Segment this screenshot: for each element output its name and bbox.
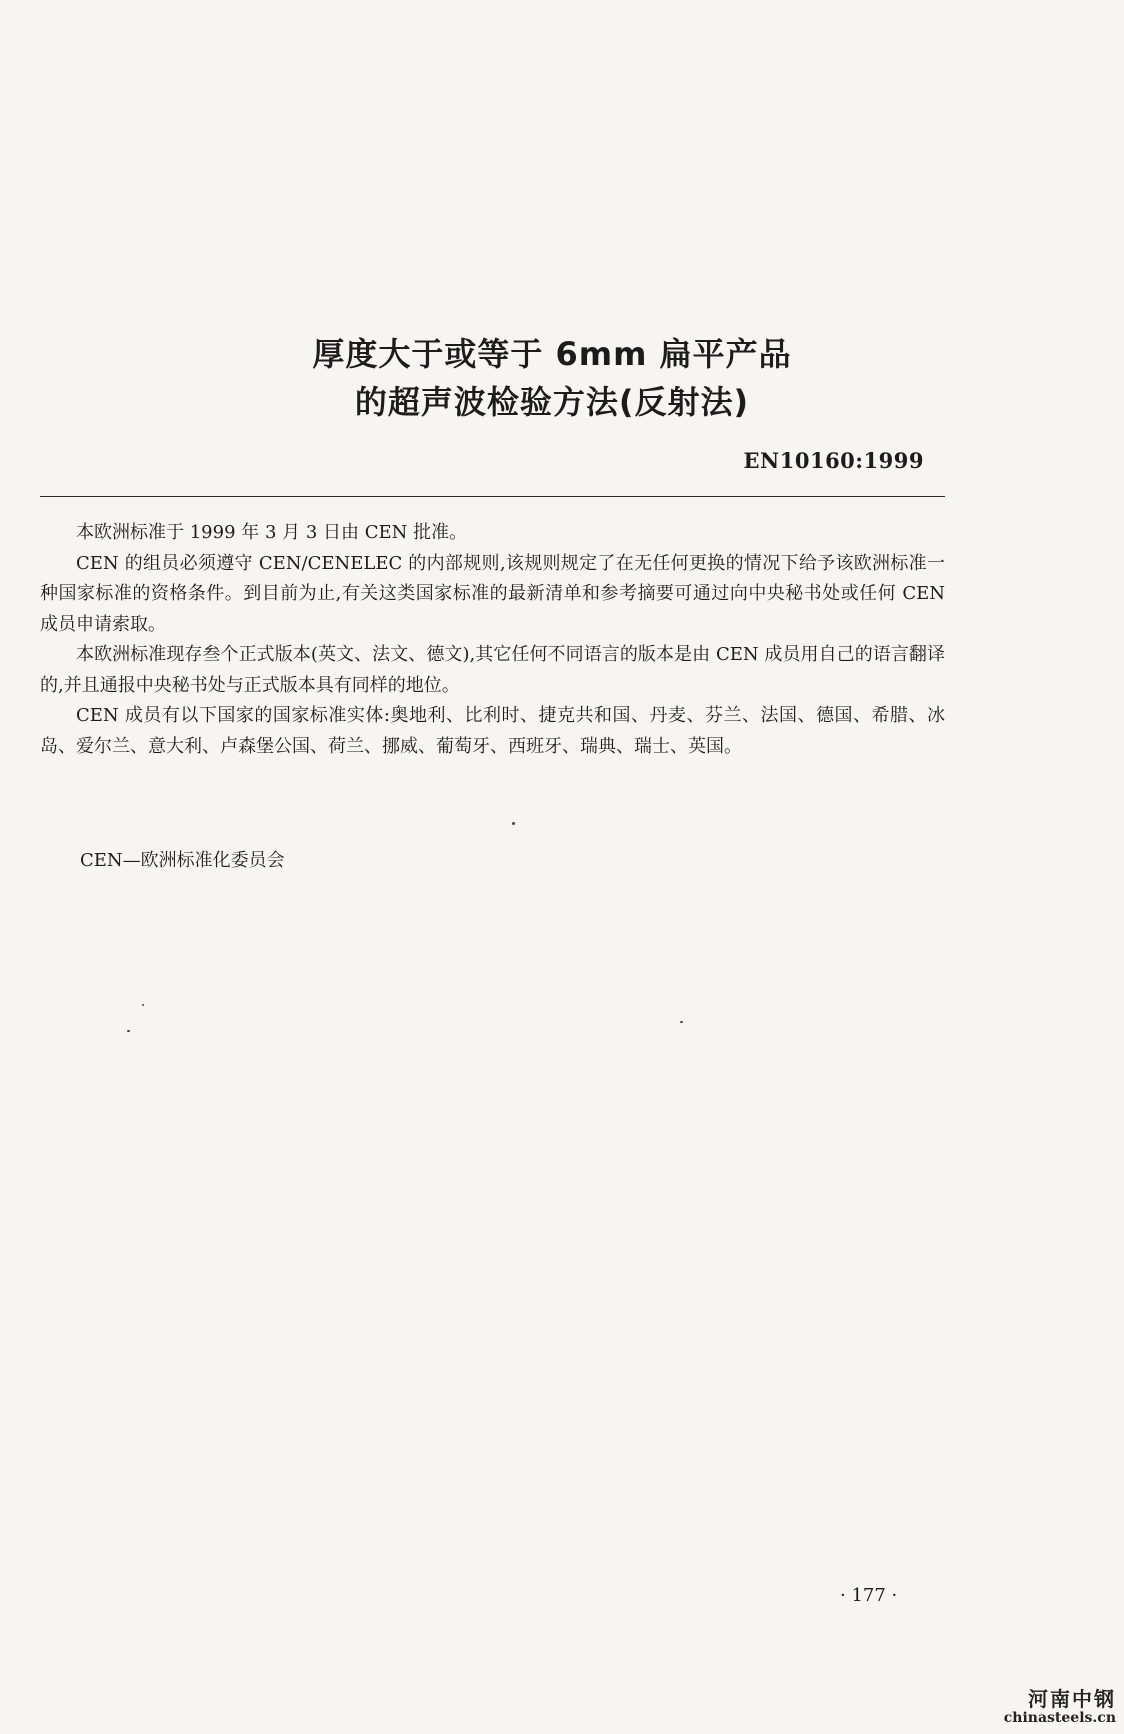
paragraph-versions: 本欧洲标准现存叁个正式版本(英文、法文、德文),其它任何不同语言的版本是由 CEN 成员用自己的语言翻译的,并且通报中央秘书处与正式版本具有同样的地位。 xyxy=(40,644,945,696)
header-divider xyxy=(40,496,945,497)
site-watermark xyxy=(992,1688,1116,1726)
standard-code: EN10160:1999 xyxy=(743,448,924,473)
paragraph-rules: CEN 的组员必须遵守 CEN/CENELEC 的内部规则,该规则规定了在无任何更换的情况下给予该欧洲标准一种国家标准的资格条件。到目前为止,有关这类国家标准的最新清单和参考摘要可通过向中央秘书处或任何 CEN 成员申请索取。 xyxy=(40,552,945,635)
scan-speck xyxy=(142,1004,144,1006)
title-line-2: 的超声波检验方法(反射法) xyxy=(354,383,750,421)
body-text xyxy=(40,518,945,762)
document-title xyxy=(0,330,1124,426)
paragraph-approval: 本欧洲标准于 1999 年 3 月 3 日由 CEN 批准。 xyxy=(76,522,468,543)
page-number: · 177 · xyxy=(840,1585,898,1606)
scan-speck xyxy=(127,1030,130,1032)
watermark-text-cn: 河南中钢 xyxy=(1028,1687,1116,1711)
scan-speck xyxy=(680,1021,683,1023)
watermark-text-en: chinasteels.cn xyxy=(1003,1710,1116,1726)
paragraph-members: CEN 成员有以下国家的国家标准实体:奥地利、比利时、捷克共和国、丹麦、芬兰、法国、德国、希腊、冰岛、爱尔兰、意大利、卢森堡公国、荷兰、挪威、葡萄牙、西班牙、瑞典、瑞士、英国。 xyxy=(40,705,945,757)
scan-speck xyxy=(512,822,515,825)
title-line-1: 厚度大于或等于 6mm 扁平产品 xyxy=(312,335,792,373)
organization-name: CEN—欧洲标准化委员会 xyxy=(80,850,285,871)
